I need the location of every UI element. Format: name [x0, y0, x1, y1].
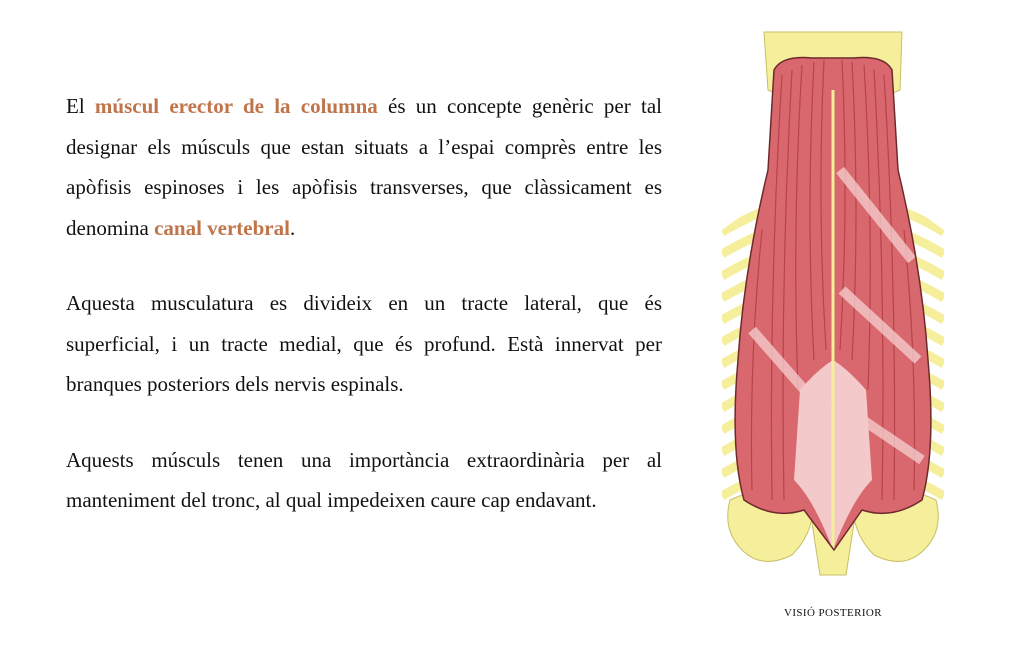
paragraph-2	[66, 283, 662, 405]
text-column	[66, 86, 662, 556]
anatomy-svg	[722, 30, 944, 580]
paragraph-1-text-2: és un concepte genèric per tal designar els músculs que estan situats a l’espai comprès entre les apòfisis espinoses i les apòfisis transverses, que clàssicament es denomina	[66, 94, 662, 240]
highlight-vertebral-canal: canal vertebral	[154, 215, 290, 240]
back-muscles-illustration	[722, 30, 944, 580]
highlight-erector-muscle: múscul erector de la columna	[94, 94, 378, 118]
paragraph-2-text: Aquesta musculatura es divideix en un tracte lateral, que és superficial, i un tracte medial, que és profund. Està innervat per branques posteriors dels nervis espinals.	[66, 291, 662, 396]
paragraph-1-text-1: El	[66, 94, 95, 118]
paragraph-3-text: Aquests músculs tenen una importància extraordinària per al manteniment del tronc, al qual impedeixen caure cap endavant.	[66, 447, 662, 512]
paragraph-3	[66, 440, 662, 521]
paragraph-1-text-3: .	[289, 215, 296, 240]
paragraph-1	[66, 86, 662, 248]
figure-caption: VISIÓ POSTERIOR	[784, 607, 882, 619]
